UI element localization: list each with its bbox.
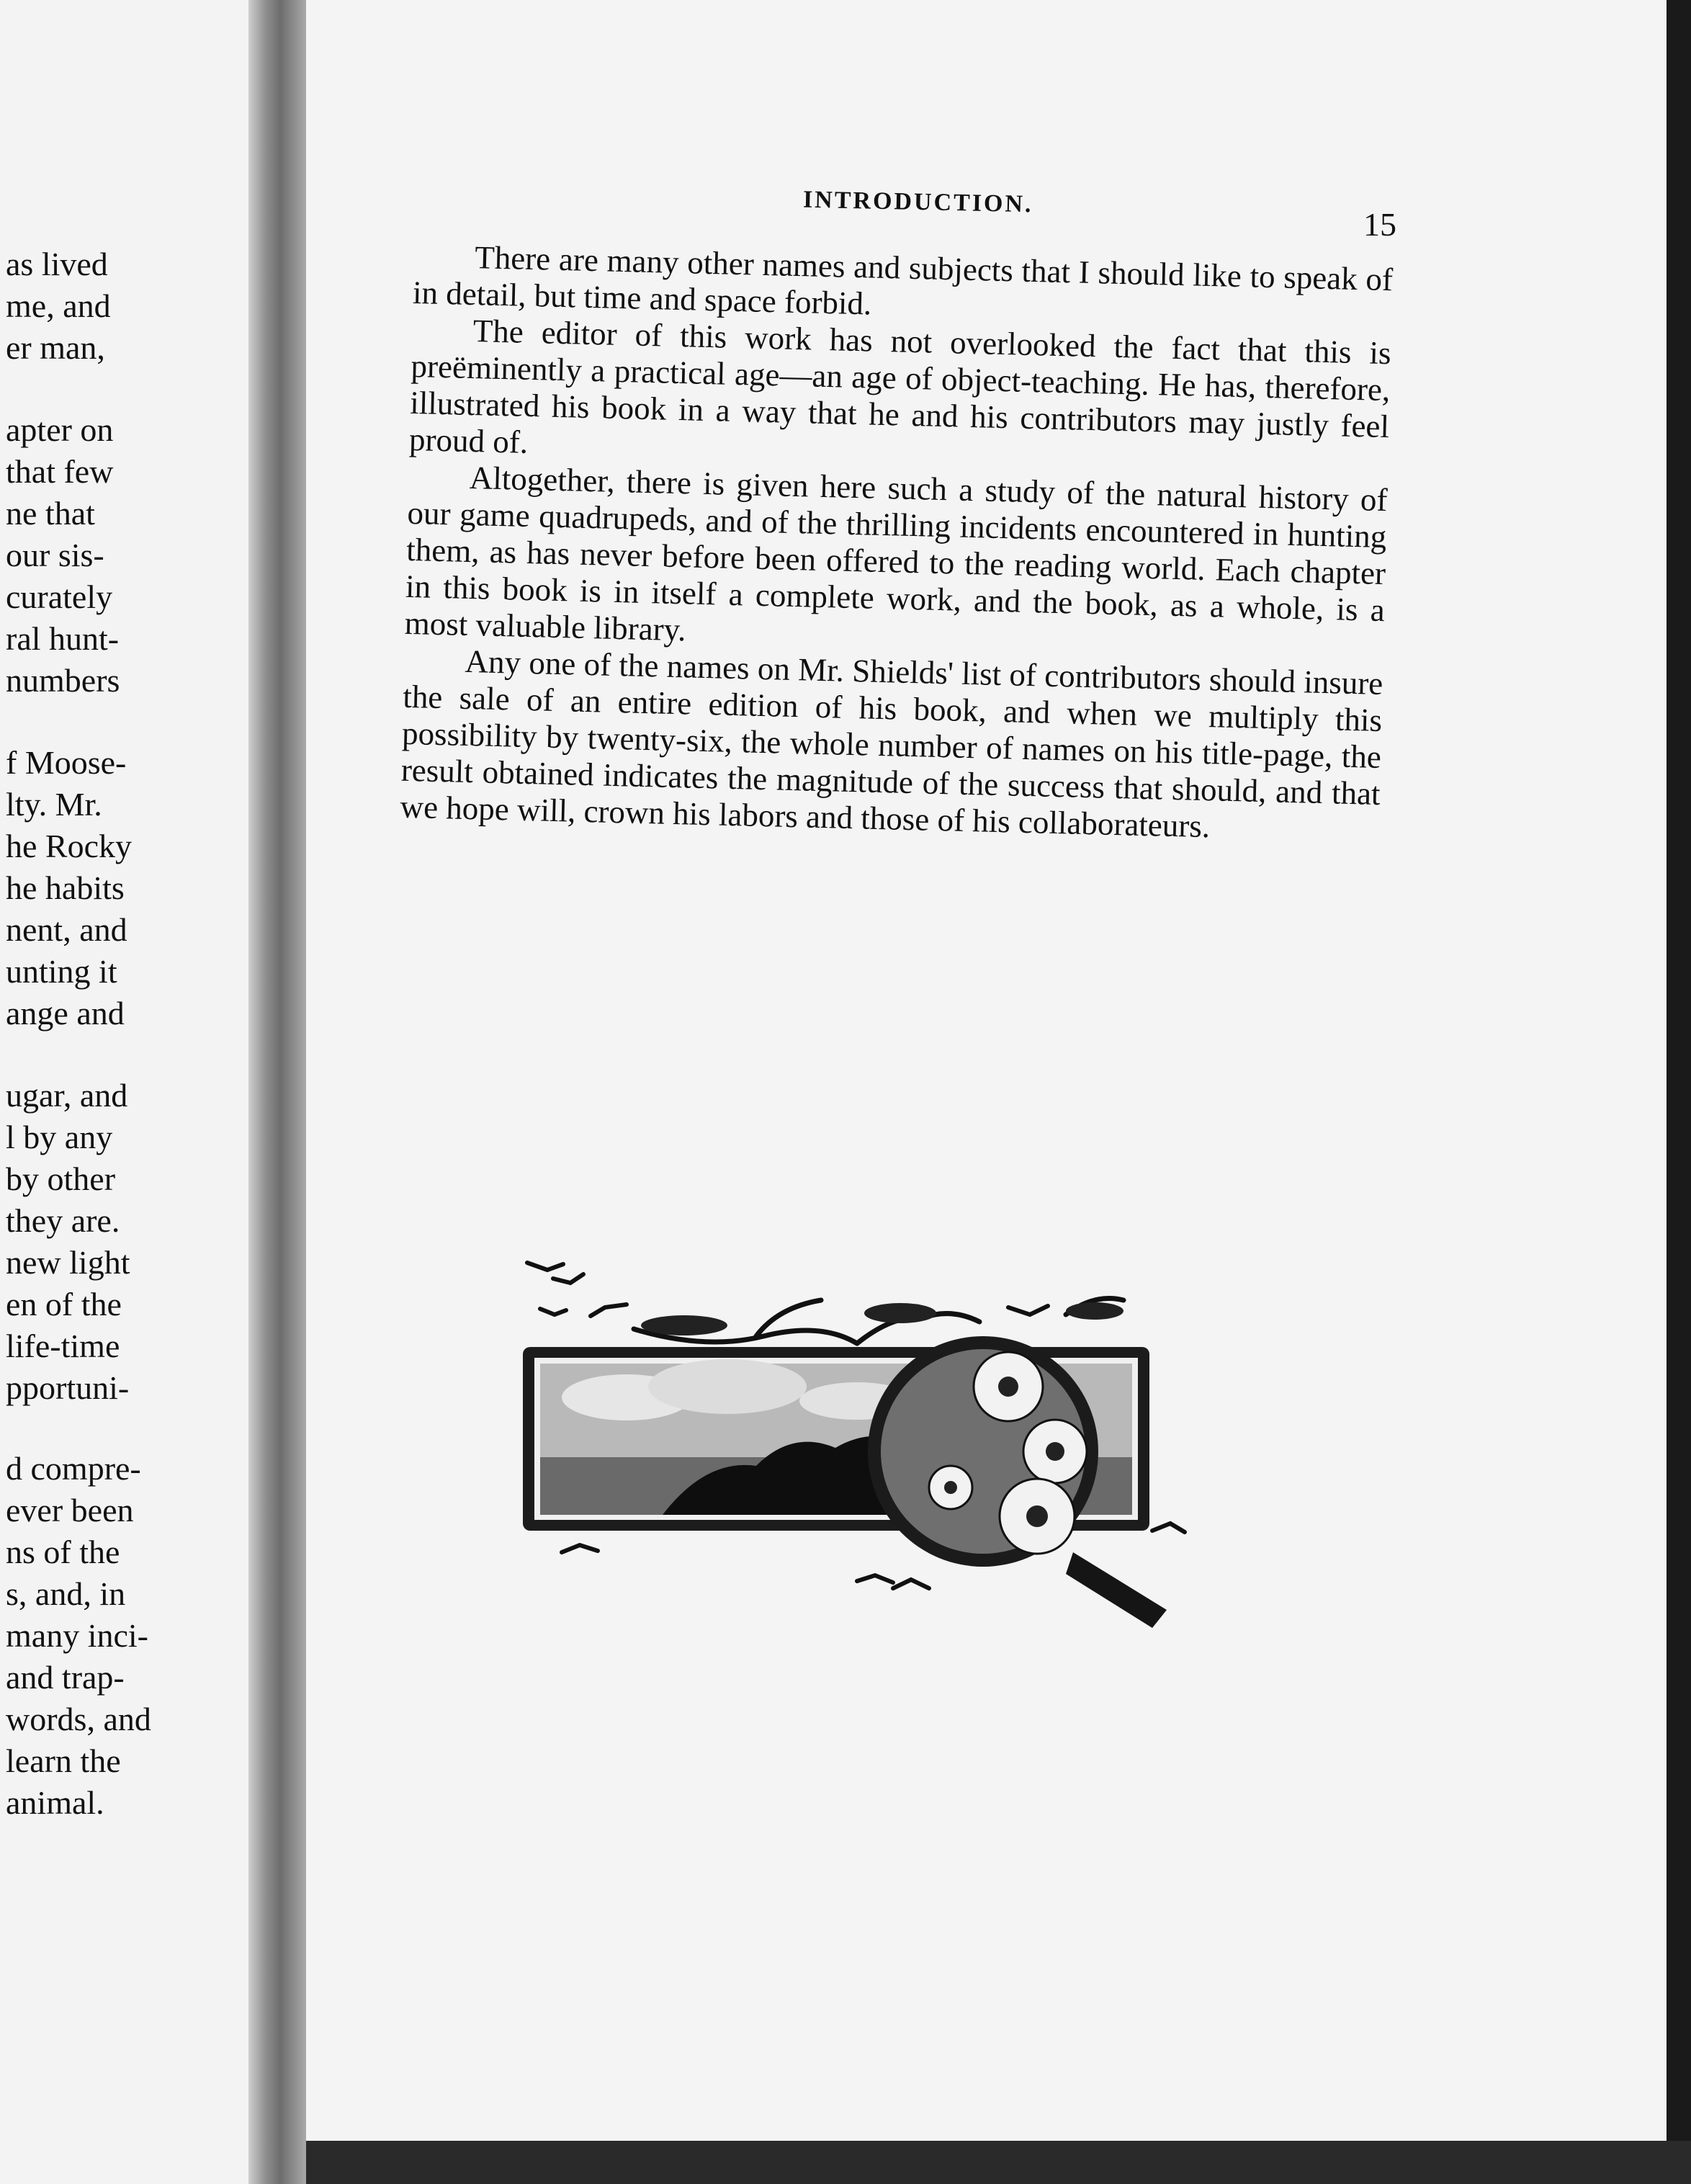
left-page-line: apter on [6,411,114,448]
left-page-line: many inci- [6,1617,148,1654]
left-page-line: as lived [6,246,108,282]
left-page-line: ns of the [6,1534,120,1570]
left-page-line: en of the [6,1286,122,1323]
page-bottom-shadow [306,2141,1691,2184]
left-page-line: by other [6,1160,116,1197]
left-page-line: life-time [6,1328,120,1364]
left-page-line: f Moose- [6,744,127,781]
left-page-line: he habits [6,869,125,906]
medallion-handle [1066,1552,1167,1628]
left-page-line: and trap- [6,1659,125,1696]
foliage [641,1302,1123,1335]
left-page [0,0,248,2184]
left-page-line: me, and [6,287,111,324]
left-page-line: he Rocky [6,828,133,864]
left-page-line: unting it [6,953,117,990]
left-page-line: curately [6,578,113,615]
left-page-line: ever been [6,1492,134,1529]
left-page-line: pportuni- [6,1369,130,1406]
left-page-line: ral hunt- [6,620,120,657]
left-page-line: lty. Mr. [6,786,102,823]
left-page-line: our sis- [6,537,104,573]
left-page-line: they are. [6,1202,120,1239]
left-page-line: new light [6,1244,130,1281]
left-page-line: numbers [6,662,120,699]
left-page-line: ne that [6,495,95,532]
left-page-line: er man, [6,329,105,366]
left-page-line: l by any [6,1119,113,1155]
landscape-vignette-ornament [519,1250,1228,1635]
left-page-line: ange and [6,995,125,1031]
left-page-line: that few [6,453,114,490]
book-gutter [248,0,306,2184]
paragraph: Altogether, there is given here such a study of the natural history of our game quadrupeds, and of the thrilling incidents encountered in hunting them, as has never before been offered to the reading world. Each chapter in this book is in itself a complete work, and the book, as a whole, is a most valuable library. [404,459,1389,648]
paragraph: There are many other names and subjects that I should like to speak of in detail, but time and space forbid. [412,239,1394,322]
left-page-line: words, and [6,1701,151,1737]
left-page-line: s, and, in [6,1575,126,1612]
left-page-line: nent, and [6,911,127,948]
introduction-text [400,238,1394,849]
left-page-line: ugar, and [6,1077,128,1114]
left-page-line: animal. [6,1784,104,1821]
paragraph: Any one of the names on Mr. Shields' list of contributors should insure the sale of an entire edition of his book, and when we multiply this possibility by twenty-six, the whole number of names on his title-page, the result obtained indicates the magnitude of the success that should, and that we hope will, crown his labors and those of his collaborateurs. [400,643,1383,845]
page-number: 15 [1363,206,1396,243]
running-head: INTRODUCTION. [802,186,1033,218]
page-edge-shadow [1667,0,1691,2184]
paragraph: The editor of this work has not overlooked the fact that this is preëminently a practical age—an age of object-teaching. He has, therefore, illustrated his book in a way that he and his contributors may justly feel proud of. [408,313,1392,460]
left-page-line: d compre- [6,1450,141,1487]
left-page-line: learn the [6,1742,121,1779]
